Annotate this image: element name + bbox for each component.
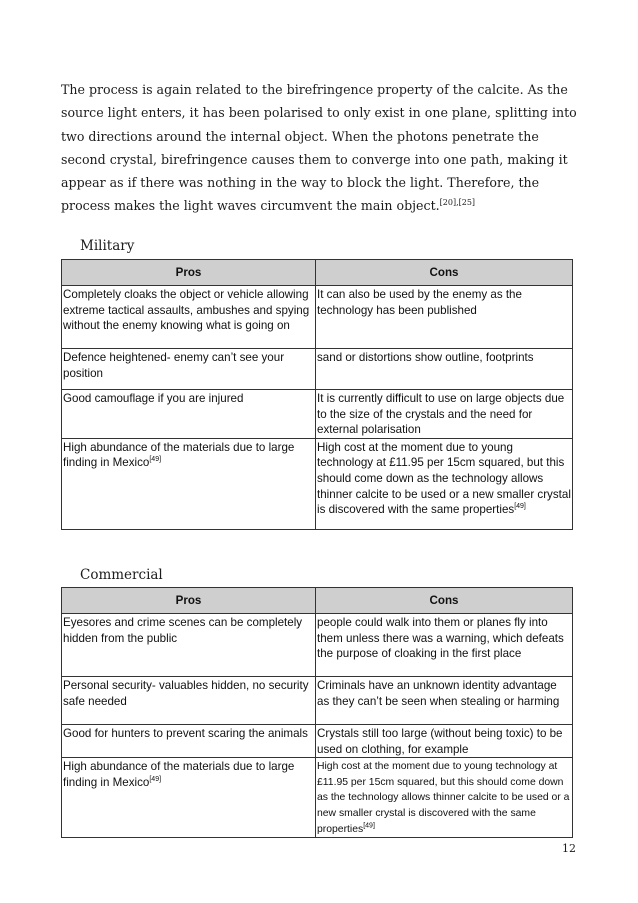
pro-ref: [49]	[149, 775, 162, 783]
pro-text: Good for hunters to prevent scaring the animals	[63, 727, 308, 740]
page-number: 12	[562, 842, 576, 855]
pro-text: Personal security- valuables hidden, no security safe needed	[63, 679, 309, 708]
con-cell	[316, 677, 573, 725]
pro-text: Defence heightened- enemy can’t see your position	[63, 351, 285, 380]
paragraph-citation: [20],[25]	[439, 198, 476, 208]
con-cell	[316, 390, 573, 439]
table-row	[62, 677, 573, 725]
con-text: sand or distortions show outline, footprints	[317, 351, 534, 364]
commercial-cons-header: Cons	[316, 588, 573, 614]
paragraph-text: The process is again related to the birefringence property of the calcite. As the source light enters, it has been polarised to only exist in one plane, splitting into two directions around the internal object. When the photons penetrate the second crystal, birefringence causes them to converge into one path, making it appear as if there was nothing in the way to block the light. Therefore, the process makes the light waves circumvent the main object.	[61, 82, 577, 214]
military-pros-header: Pros	[62, 260, 316, 286]
con-ref: [49]	[363, 822, 375, 830]
pro-cell	[62, 286, 316, 349]
con-text: High cost at the moment due to young technology at £11.95 per 15cm squared, but this should come down as the technology allows thinner calcite to be used or a new smaller crystal is discovered with the same properties	[317, 440, 571, 517]
pro-text: Completely cloaks the object or vehicle allowing extreme tactical assaults, ambushes and spying without the enemy knowing what is going on	[63, 288, 310, 333]
con-text: Crystals still too large (without being toxic) to be used on clothing, for example	[317, 727, 563, 756]
military-header-row	[62, 260, 573, 286]
pro-cell	[62, 390, 316, 439]
pro-cell	[62, 677, 316, 725]
military-cons-header: Cons	[316, 260, 573, 286]
body-paragraph	[61, 78, 581, 218]
pro-text: High abundance of the materials due to large finding in Mexico	[63, 760, 295, 789]
pro-text: Eyesores and crime scenes can be completely hidden from the public	[63, 616, 303, 645]
con-cell	[316, 438, 573, 529]
pro-ref: [49]	[149, 456, 162, 464]
con-text: It is currently difficult to use on large objects due to the size of the crystals and the need for external polarisation	[317, 392, 565, 437]
pro-cell	[62, 438, 316, 529]
con-cell	[316, 286, 573, 349]
commercial-header-row	[62, 588, 573, 614]
table-row	[62, 438, 573, 529]
con-text: High cost at the moment due to young technology at £11.95 per 15cm squared, but this should come down as the technology allows thinner calcite to be used or a new smaller crystal is discovered with the same properties	[317, 761, 570, 835]
military-heading: Military	[80, 238, 135, 254]
con-text: Criminals have an unknown identity advantage as they can’t be seen when stealing or harming	[317, 679, 560, 708]
commercial-pros-header: Pros	[62, 588, 316, 614]
con-cell	[316, 758, 573, 838]
pro-cell	[62, 758, 316, 838]
table-row	[62, 349, 573, 390]
table-row	[62, 758, 573, 838]
table-row	[62, 725, 573, 758]
table-row	[62, 286, 573, 349]
pro-text: High abundance of the materials due to large finding in Mexico	[63, 440, 295, 470]
military-table	[61, 259, 573, 530]
pro-cell	[62, 614, 316, 677]
pro-text: Good camouflage if you are injured	[63, 392, 244, 405]
con-text: people could walk into them or planes fly into them unless there was a warning, which defeats the purpose of cloaking in the first place	[317, 616, 564, 661]
pro-cell	[62, 725, 316, 758]
commercial-heading: Commercial	[80, 567, 163, 583]
con-cell	[316, 725, 573, 758]
con-cell	[316, 349, 573, 390]
con-ref: [49]	[514, 503, 526, 511]
commercial-table	[61, 587, 573, 838]
table-row	[62, 614, 573, 677]
con-text: It can also be used by the enemy as the technology has been published	[317, 288, 522, 317]
pro-cell	[62, 349, 316, 390]
table-row	[62, 390, 573, 439]
con-cell	[316, 614, 573, 677]
